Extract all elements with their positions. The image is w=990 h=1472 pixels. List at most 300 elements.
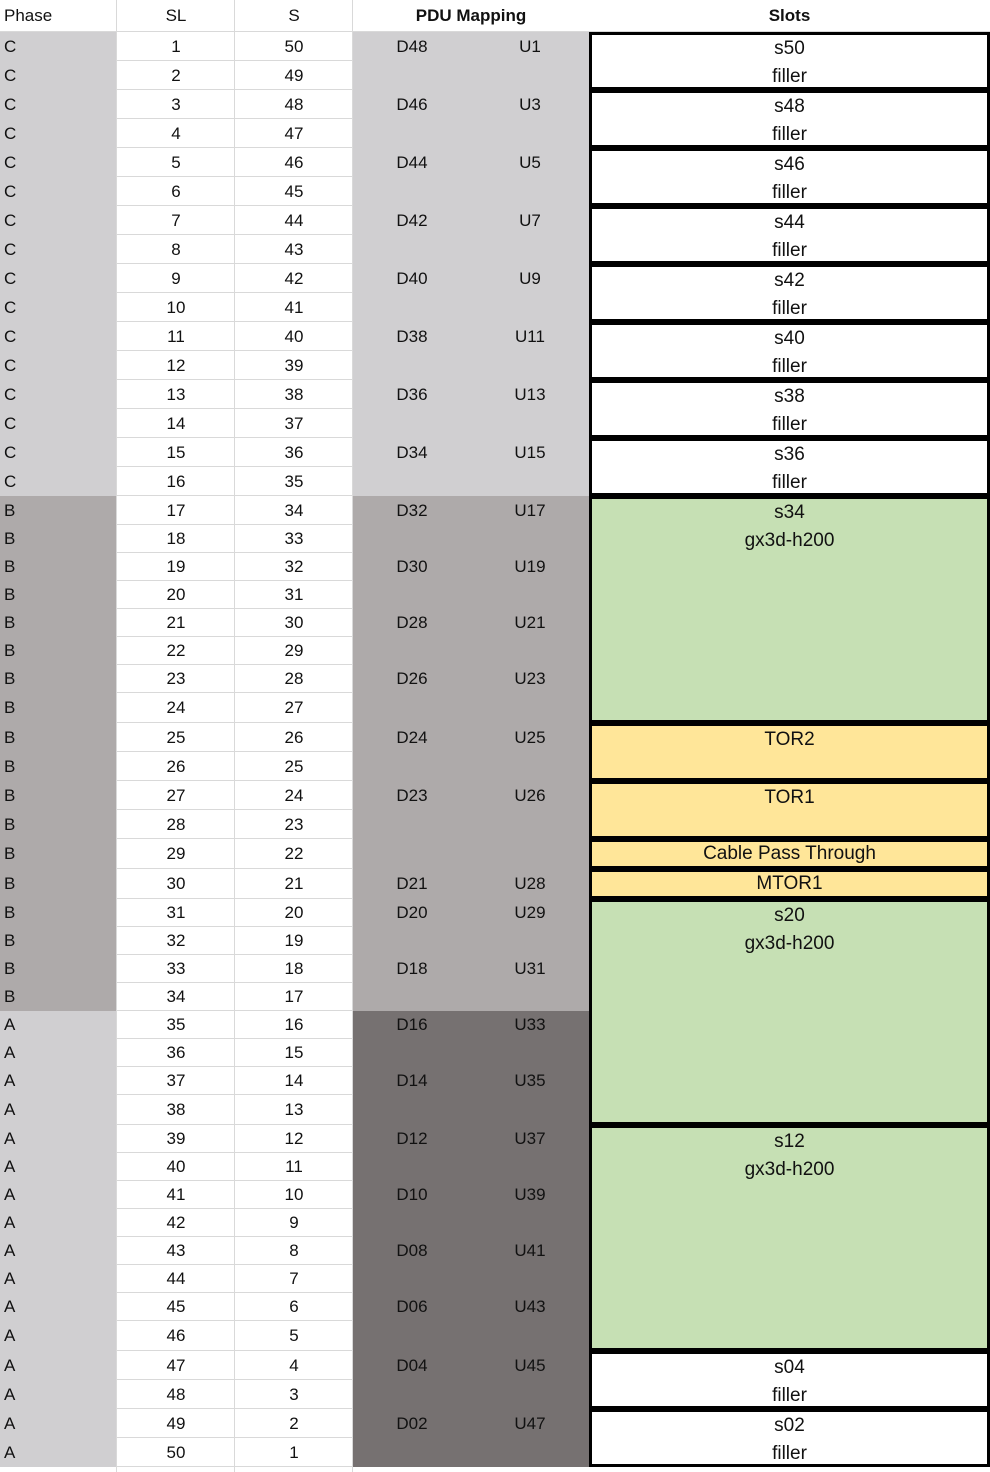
phase-cell[interactable]: C xyxy=(0,438,117,467)
pdu-u-cell[interactable] xyxy=(471,1209,589,1237)
pdu-d-cell[interactable]: D30 xyxy=(353,553,471,581)
phase-cell[interactable]: B xyxy=(0,553,117,581)
pdu-u-cell[interactable]: U21 xyxy=(471,609,589,637)
s-cell[interactable]: 17 xyxy=(235,983,353,1011)
pdu-u-cell[interactable] xyxy=(471,1438,589,1467)
sl-cell[interactable]: 48 xyxy=(117,1380,235,1409)
s-cell[interactable]: 42 xyxy=(235,264,353,293)
pdu-u-cell[interactable]: U28 xyxy=(471,869,589,899)
s-cell[interactable]: 44 xyxy=(235,206,353,235)
pdu-u-cell[interactable] xyxy=(471,525,589,553)
phase-cell[interactable]: C xyxy=(0,61,117,90)
sl-cell[interactable]: 10 xyxy=(117,293,235,322)
phase-cell[interactable]: A xyxy=(0,1125,117,1153)
sl-cell[interactable]: 4 xyxy=(117,119,235,148)
pdu-d-cell[interactable]: D04 xyxy=(353,1351,471,1380)
pdu-d-cell[interactable]: D40 xyxy=(353,264,471,293)
s-cell[interactable]: 50 xyxy=(235,32,353,61)
pdu-d-cell[interactable] xyxy=(353,293,471,322)
phase-cell[interactable]: B xyxy=(0,955,117,983)
slot-sublabel: filler xyxy=(772,240,807,261)
pdu-d-cell[interactable] xyxy=(353,839,471,869)
s-cell[interactable]: 4 xyxy=(235,1351,353,1380)
pdu-d-cell[interactable]: D14 xyxy=(353,1067,471,1095)
s-cell[interactable]: 13 xyxy=(235,1095,353,1125)
slot-filler[interactable] xyxy=(589,1351,990,1409)
phase-cell[interactable]: A xyxy=(0,1409,117,1438)
s-cell[interactable]: 15 xyxy=(235,1039,353,1067)
phase-cell[interactable]: B xyxy=(0,810,117,839)
pdu-d-cell[interactable]: D08 xyxy=(353,1237,471,1265)
pdu-d-cell[interactable]: D23 xyxy=(353,781,471,810)
sl-cell[interactable]: 29 xyxy=(117,839,235,869)
phase-cell[interactable]: C xyxy=(0,322,117,351)
pdu-d-cell[interactable] xyxy=(353,752,471,781)
pdu-d-cell[interactable] xyxy=(353,693,471,723)
s-cell[interactable]: 31 xyxy=(235,581,353,609)
pdu-u-cell[interactable] xyxy=(471,351,589,380)
phase-cell[interactable]: C xyxy=(0,32,117,61)
s-cell[interactable]: 39 xyxy=(235,351,353,380)
pdu-d-cell[interactable] xyxy=(353,927,471,955)
phase-cell[interactable]: A xyxy=(0,1153,117,1181)
pdu-u-cell[interactable]: U29 xyxy=(471,899,589,927)
pdu-u-cell[interactable] xyxy=(471,61,589,90)
pdu-u-cell[interactable]: U39 xyxy=(471,1181,589,1209)
sl-cell[interactable]: 37 xyxy=(117,1067,235,1095)
sl-cell[interactable]: 36 xyxy=(117,1039,235,1067)
slot-sublabel: filler xyxy=(772,66,807,87)
s-cell[interactable]: 7 xyxy=(235,1265,353,1293)
sl-cell[interactable]: 22 xyxy=(117,637,235,665)
pdu-d-cell[interactable]: D21 xyxy=(353,869,471,899)
pdu-u-cell[interactable] xyxy=(471,637,589,665)
pdu-u-cell[interactable] xyxy=(471,581,589,609)
s-cell[interactable]: 38 xyxy=(235,380,353,409)
pdu-u-cell[interactable]: U15 xyxy=(471,438,589,467)
sl-cell[interactable]: 45 xyxy=(117,1293,235,1321)
s-cell[interactable]: 40 xyxy=(235,322,353,351)
pdu-d-cell[interactable]: D44 xyxy=(353,148,471,177)
phase-cell[interactable]: A xyxy=(0,1265,117,1293)
phase-cell[interactable]: A xyxy=(0,1095,117,1125)
s-cell[interactable]: 11 xyxy=(235,1153,353,1181)
s-cell[interactable]: 20 xyxy=(235,899,353,927)
sl-cell[interactable]: 43 xyxy=(117,1237,235,1265)
sl-cell[interactable]: 5 xyxy=(117,148,235,177)
sl-cell[interactable]: 34 xyxy=(117,983,235,1011)
sl-cell[interactable]: 13 xyxy=(117,380,235,409)
sl-cell[interactable]: 8 xyxy=(117,235,235,264)
sl-cell[interactable]: 6 xyxy=(117,177,235,206)
pdu-d-cell[interactable] xyxy=(353,177,471,206)
pdu-d-cell[interactable]: D28 xyxy=(353,609,471,637)
s-cell[interactable]: 43 xyxy=(235,235,353,264)
pdu-d-cell[interactable]: D20 xyxy=(353,899,471,927)
pdu-u-cell[interactable]: U17 xyxy=(471,496,589,525)
slot-label: s46 xyxy=(774,154,805,175)
pdu-d-cell[interactable]: D26 xyxy=(353,665,471,693)
s-cell[interactable]: 24 xyxy=(235,781,353,810)
pdu-d-cell[interactable]: D10 xyxy=(353,1181,471,1209)
slot-label: s04 xyxy=(774,1357,805,1378)
sl-cell[interactable]: 11 xyxy=(117,322,235,351)
slot-sublabel: filler xyxy=(772,356,807,377)
sl-cell[interactable]: 39 xyxy=(117,1125,235,1153)
pdu-d-cell[interactable] xyxy=(353,1438,471,1467)
pdu-d-cell[interactable] xyxy=(353,1321,471,1351)
sl-cell[interactable]: 18 xyxy=(117,525,235,553)
pdu-u-cell[interactable]: U47 xyxy=(471,1409,589,1438)
slot-label: s50 xyxy=(774,38,805,59)
pdu-d-cell[interactable] xyxy=(353,1095,471,1125)
pdu-d-cell[interactable]: D12 xyxy=(353,1125,471,1153)
sl-cell[interactable]: 2 xyxy=(117,61,235,90)
phase-cell[interactable]: B xyxy=(0,693,117,723)
pdu-d-cell[interactable]: D18 xyxy=(353,955,471,983)
pdu-u-cell[interactable] xyxy=(471,839,589,869)
pdu-u-cell[interactable]: U23 xyxy=(471,665,589,693)
s-cell[interactable]: 18 xyxy=(235,955,353,983)
phase-cell[interactable]: A xyxy=(0,1293,117,1321)
sl-cell[interactable]: 42 xyxy=(117,1209,235,1237)
pdu-d-cell[interactable] xyxy=(353,525,471,553)
sl-cell[interactable]: 44 xyxy=(117,1265,235,1293)
slot-label: s44 xyxy=(774,212,805,233)
pdu-d-cell[interactable]: D16 xyxy=(353,1011,471,1039)
phase-cell[interactable]: B xyxy=(0,637,117,665)
pdu-d-cell[interactable] xyxy=(353,235,471,264)
slot-label: MTOR1 xyxy=(756,873,823,894)
sl-cell[interactable]: 40 xyxy=(117,1153,235,1181)
s-cell[interactable]: 14 xyxy=(235,1067,353,1095)
pdu-u-cell[interactable]: U11 xyxy=(471,322,589,351)
slot-sublabel: gx3d-h200 xyxy=(744,933,835,954)
sl-cell[interactable]: 23 xyxy=(117,665,235,693)
pdu-u-cell[interactable] xyxy=(471,1321,589,1351)
sl-cell[interactable]: 49 xyxy=(117,1409,235,1438)
slot-filler[interactable] xyxy=(589,206,990,264)
sl-cell[interactable]: 47 xyxy=(117,1351,235,1380)
pdu-u-cell[interactable]: U7 xyxy=(471,206,589,235)
pdu-d-cell[interactable]: D02 xyxy=(353,1409,471,1438)
slot-sublabel: filler xyxy=(772,182,807,203)
s-cell[interactable]: 25 xyxy=(235,752,353,781)
s-cell[interactable]: 16 xyxy=(235,1011,353,1039)
pdu-d-cell[interactable] xyxy=(353,983,471,1011)
phase-cell[interactable]: B xyxy=(0,983,117,1011)
phase-cell[interactable]: B xyxy=(0,899,117,927)
phase-cell[interactable]: A xyxy=(0,1438,117,1467)
phase-cell[interactable]: B xyxy=(0,752,117,781)
header-pdu-mapping[interactable]: PDU Mapping xyxy=(415,6,527,25)
pdu-u-cell[interactable]: U31 xyxy=(471,955,589,983)
pdu-d-cell[interactable] xyxy=(353,119,471,148)
slot-label: TOR1 xyxy=(764,787,815,808)
header-s[interactable]: S xyxy=(288,6,300,25)
s-cell[interactable]: 41 xyxy=(235,293,353,322)
slot-label: s02 xyxy=(774,1415,805,1436)
phase-cell[interactable]: B xyxy=(0,723,117,752)
pdu-d-cell[interactable] xyxy=(353,810,471,839)
pdu-u-cell[interactable]: U3 xyxy=(471,90,589,119)
phase-cell[interactable]: A xyxy=(0,1321,117,1351)
header-slots[interactable]: Slots xyxy=(768,6,811,25)
sl-cell[interactable]: 12 xyxy=(117,351,235,380)
slot-label: s42 xyxy=(774,270,805,291)
s-cell[interactable]: 49 xyxy=(235,61,353,90)
pdu-u-cell[interactable] xyxy=(471,927,589,955)
phase-cell[interactable]: B xyxy=(0,581,117,609)
pdu-u-cell[interactable] xyxy=(471,752,589,781)
pdu-u-cell[interactable] xyxy=(471,693,589,723)
slot-filler[interactable] xyxy=(589,322,990,380)
phase-cell[interactable]: C xyxy=(0,90,117,119)
slot-network[interactable] xyxy=(589,839,990,869)
sl-cell[interactable]: 41 xyxy=(117,1181,235,1209)
phase-cell[interactable]: B xyxy=(0,869,117,899)
slot-sublabel: filler xyxy=(772,472,807,493)
slot-label: s34 xyxy=(774,502,805,523)
s-cell[interactable]: 23 xyxy=(235,810,353,839)
s-cell[interactable]: 10 xyxy=(235,1181,353,1209)
s-cell[interactable]: 26 xyxy=(235,723,353,752)
column-gridline xyxy=(116,0,117,1472)
pdu-u-cell[interactable] xyxy=(471,467,589,496)
s-cell[interactable]: 2 xyxy=(235,1409,353,1438)
s-cell[interactable]: 48 xyxy=(235,90,353,119)
pdu-u-cell[interactable]: U19 xyxy=(471,553,589,581)
header-sl[interactable]: SL xyxy=(165,6,187,25)
sl-cell[interactable]: 15 xyxy=(117,438,235,467)
s-cell[interactable]: 34 xyxy=(235,496,353,525)
slot-label: s20 xyxy=(774,905,805,926)
phase-cell[interactable]: A xyxy=(0,1237,117,1265)
phase-cell[interactable]: C xyxy=(0,380,117,409)
sl-cell[interactable]: 24 xyxy=(117,693,235,723)
sl-cell[interactable]: 26 xyxy=(117,752,235,781)
pdu-u-cell[interactable]: U1 xyxy=(471,32,589,61)
pdu-u-cell[interactable]: U35 xyxy=(471,1067,589,1095)
pdu-d-cell[interactable] xyxy=(353,351,471,380)
pdu-u-cell[interactable]: U25 xyxy=(471,723,589,752)
sl-cell[interactable]: 32 xyxy=(117,927,235,955)
pdu-u-cell[interactable] xyxy=(471,293,589,322)
slot-filler[interactable] xyxy=(589,264,990,322)
s-cell[interactable]: 46 xyxy=(235,148,353,177)
pdu-u-cell[interactable] xyxy=(471,1265,589,1293)
s-cell[interactable]: 47 xyxy=(235,119,353,148)
slot-filler[interactable] xyxy=(589,90,990,148)
s-cell[interactable]: 45 xyxy=(235,177,353,206)
pdu-d-cell[interactable]: D06 xyxy=(353,1293,471,1321)
s-cell[interactable]: 36 xyxy=(235,438,353,467)
slot-filler[interactable] xyxy=(589,1409,990,1467)
pdu-u-cell[interactable] xyxy=(471,1153,589,1181)
slot-server[interactable] xyxy=(589,899,990,1125)
sl-cell[interactable]: 27 xyxy=(117,781,235,810)
slot-network[interactable] xyxy=(589,723,990,781)
slot-label: Cable Pass Through xyxy=(703,843,876,864)
slot-label: s12 xyxy=(774,1131,805,1152)
pdu-d-cell[interactable]: D34 xyxy=(353,438,471,467)
s-cell[interactable]: 5 xyxy=(235,1321,353,1351)
pdu-d-cell[interactable] xyxy=(353,1209,471,1237)
sl-cell[interactable]: 7 xyxy=(117,206,235,235)
s-cell[interactable]: 22 xyxy=(235,839,353,869)
pdu-u-cell[interactable]: U9 xyxy=(471,264,589,293)
pdu-u-cell[interactable]: U5 xyxy=(471,148,589,177)
pdu-u-cell[interactable] xyxy=(471,983,589,1011)
slot-label: s38 xyxy=(774,386,805,407)
column-gridline xyxy=(234,0,235,1472)
pdu-d-cell[interactable] xyxy=(353,409,471,438)
pdu-d-cell[interactable]: D42 xyxy=(353,206,471,235)
slot-label: s36 xyxy=(774,444,805,465)
column-gridline xyxy=(352,0,353,1472)
pdu-d-cell[interactable]: D38 xyxy=(353,322,471,351)
s-cell[interactable]: 32 xyxy=(235,553,353,581)
phase-cell[interactable]: A xyxy=(0,1067,117,1095)
pdu-u-cell[interactable]: U33 xyxy=(471,1011,589,1039)
phase-cell[interactable]: B xyxy=(0,665,117,693)
pdu-d-cell[interactable] xyxy=(353,1265,471,1293)
slot-server[interactable] xyxy=(589,496,990,723)
row-gridline xyxy=(117,1466,353,1467)
phase-cell[interactable]: B xyxy=(0,927,117,955)
slot-sublabel: filler xyxy=(772,414,807,435)
phase-cell[interactable]: A xyxy=(0,1380,117,1409)
pdu-u-cell[interactable] xyxy=(471,177,589,206)
pdu-d-cell[interactable]: D24 xyxy=(353,723,471,752)
s-cell[interactable]: 1 xyxy=(235,1438,353,1467)
sl-cell[interactable]: 20 xyxy=(117,581,235,609)
pdu-u-cell[interactable] xyxy=(471,1095,589,1125)
phase-cell[interactable]: C xyxy=(0,293,117,322)
s-cell[interactable]: 21 xyxy=(235,869,353,899)
sl-cell[interactable]: 16 xyxy=(117,467,235,496)
pdu-u-cell[interactable]: U13 xyxy=(471,380,589,409)
phase-cell[interactable]: B xyxy=(0,496,117,525)
s-cell[interactable]: 19 xyxy=(235,927,353,955)
pdu-u-cell[interactable] xyxy=(471,235,589,264)
pdu-u-cell[interactable]: U45 xyxy=(471,1351,589,1380)
sl-cell[interactable]: 33 xyxy=(117,955,235,983)
phase-cell[interactable]: C xyxy=(0,177,117,206)
pdu-u-cell[interactable] xyxy=(471,1039,589,1067)
s-cell[interactable]: 35 xyxy=(235,467,353,496)
pdu-u-cell[interactable] xyxy=(471,119,589,148)
phase-cell[interactable]: C xyxy=(0,206,117,235)
phase-cell[interactable]: A xyxy=(0,1351,117,1380)
slot-network[interactable] xyxy=(589,869,990,899)
phase-cell[interactable]: C xyxy=(0,235,117,264)
phase-cell[interactable]: B xyxy=(0,609,117,637)
phase-cell[interactable]: B xyxy=(0,781,117,810)
header-phase[interactable]: Phase xyxy=(4,6,53,25)
phase-cell[interactable]: C xyxy=(0,467,117,496)
sl-cell[interactable]: 3 xyxy=(117,90,235,119)
slot-sublabel: filler xyxy=(772,124,807,145)
s-cell[interactable]: 30 xyxy=(235,609,353,637)
pdu-d-cell[interactable] xyxy=(353,1153,471,1181)
slot-sublabel: filler xyxy=(772,1443,807,1464)
pdu-u-cell[interactable] xyxy=(471,810,589,839)
s-cell[interactable]: 6 xyxy=(235,1293,353,1321)
phase-cell[interactable]: B xyxy=(0,525,117,553)
sl-cell[interactable]: 30 xyxy=(117,869,235,899)
pdu-d-cell[interactable] xyxy=(353,467,471,496)
sl-cell[interactable]: 14 xyxy=(117,409,235,438)
sl-cell[interactable]: 31 xyxy=(117,899,235,927)
sl-cell[interactable]: 35 xyxy=(117,1011,235,1039)
sl-cell[interactable]: 25 xyxy=(117,723,235,752)
pdu-u-cell[interactable]: U43 xyxy=(471,1293,589,1321)
pdu-d-cell[interactable]: D36 xyxy=(353,380,471,409)
sl-cell[interactable]: 50 xyxy=(117,1438,235,1467)
sl-cell[interactable]: 1 xyxy=(117,32,235,61)
phase-cell[interactable]: B xyxy=(0,839,117,869)
s-cell[interactable]: 12 xyxy=(235,1125,353,1153)
slot-filler[interactable] xyxy=(589,148,990,206)
slot-filler[interactable] xyxy=(589,438,990,496)
pdu-u-cell[interactable]: U41 xyxy=(471,1237,589,1265)
s-cell[interactable]: 37 xyxy=(235,409,353,438)
slot-filler[interactable] xyxy=(589,32,990,90)
phase-cell[interactable]: A xyxy=(0,1039,117,1067)
slot-filler[interactable] xyxy=(589,380,990,438)
phase-cell[interactable]: C xyxy=(0,119,117,148)
pdu-u-cell[interactable] xyxy=(471,1380,589,1409)
sl-cell[interactable]: 21 xyxy=(117,609,235,637)
pdu-d-cell[interactable]: D32 xyxy=(353,496,471,525)
pdu-d-cell[interactable] xyxy=(353,637,471,665)
slot-sublabel: gx3d-h200 xyxy=(744,1159,835,1180)
s-cell[interactable]: 3 xyxy=(235,1380,353,1409)
pdu-d-cell[interactable]: D46 xyxy=(353,90,471,119)
pdu-d-cell[interactable] xyxy=(353,1380,471,1409)
s-cell[interactable]: 33 xyxy=(235,525,353,553)
pdu-u-cell[interactable]: U37 xyxy=(471,1125,589,1153)
s-cell[interactable]: 27 xyxy=(235,693,353,723)
pdu-d-cell[interactable] xyxy=(353,581,471,609)
sl-cell[interactable]: 38 xyxy=(117,1095,235,1125)
phase-cell[interactable]: C xyxy=(0,264,117,293)
s-cell[interactable]: 28 xyxy=(235,665,353,693)
phase-cell[interactable]: C xyxy=(0,409,117,438)
sl-cell[interactable]: 9 xyxy=(117,264,235,293)
slot-server[interactable] xyxy=(589,1125,990,1351)
s-cell[interactable]: 29 xyxy=(235,637,353,665)
pdu-u-cell[interactable] xyxy=(471,409,589,438)
phase-cell[interactable]: A xyxy=(0,1209,117,1237)
phase-cell[interactable]: C xyxy=(0,351,117,380)
sl-cell[interactable]: 46 xyxy=(117,1321,235,1351)
s-cell[interactable]: 8 xyxy=(235,1237,353,1265)
s-cell[interactable]: 9 xyxy=(235,1209,353,1237)
pdu-u-cell[interactable]: U26 xyxy=(471,781,589,810)
phase-cell[interactable]: C xyxy=(0,148,117,177)
slot-network[interactable] xyxy=(589,781,990,839)
sl-cell[interactable]: 17 xyxy=(117,496,235,525)
pdu-d-cell[interactable] xyxy=(353,61,471,90)
pdu-d-cell[interactable]: D48 xyxy=(353,32,471,61)
sl-cell[interactable]: 28 xyxy=(117,810,235,839)
sl-cell[interactable]: 19 xyxy=(117,553,235,581)
phase-cell[interactable]: A xyxy=(0,1181,117,1209)
pdu-d-cell[interactable] xyxy=(353,1039,471,1067)
phase-cell[interactable]: A xyxy=(0,1011,117,1039)
